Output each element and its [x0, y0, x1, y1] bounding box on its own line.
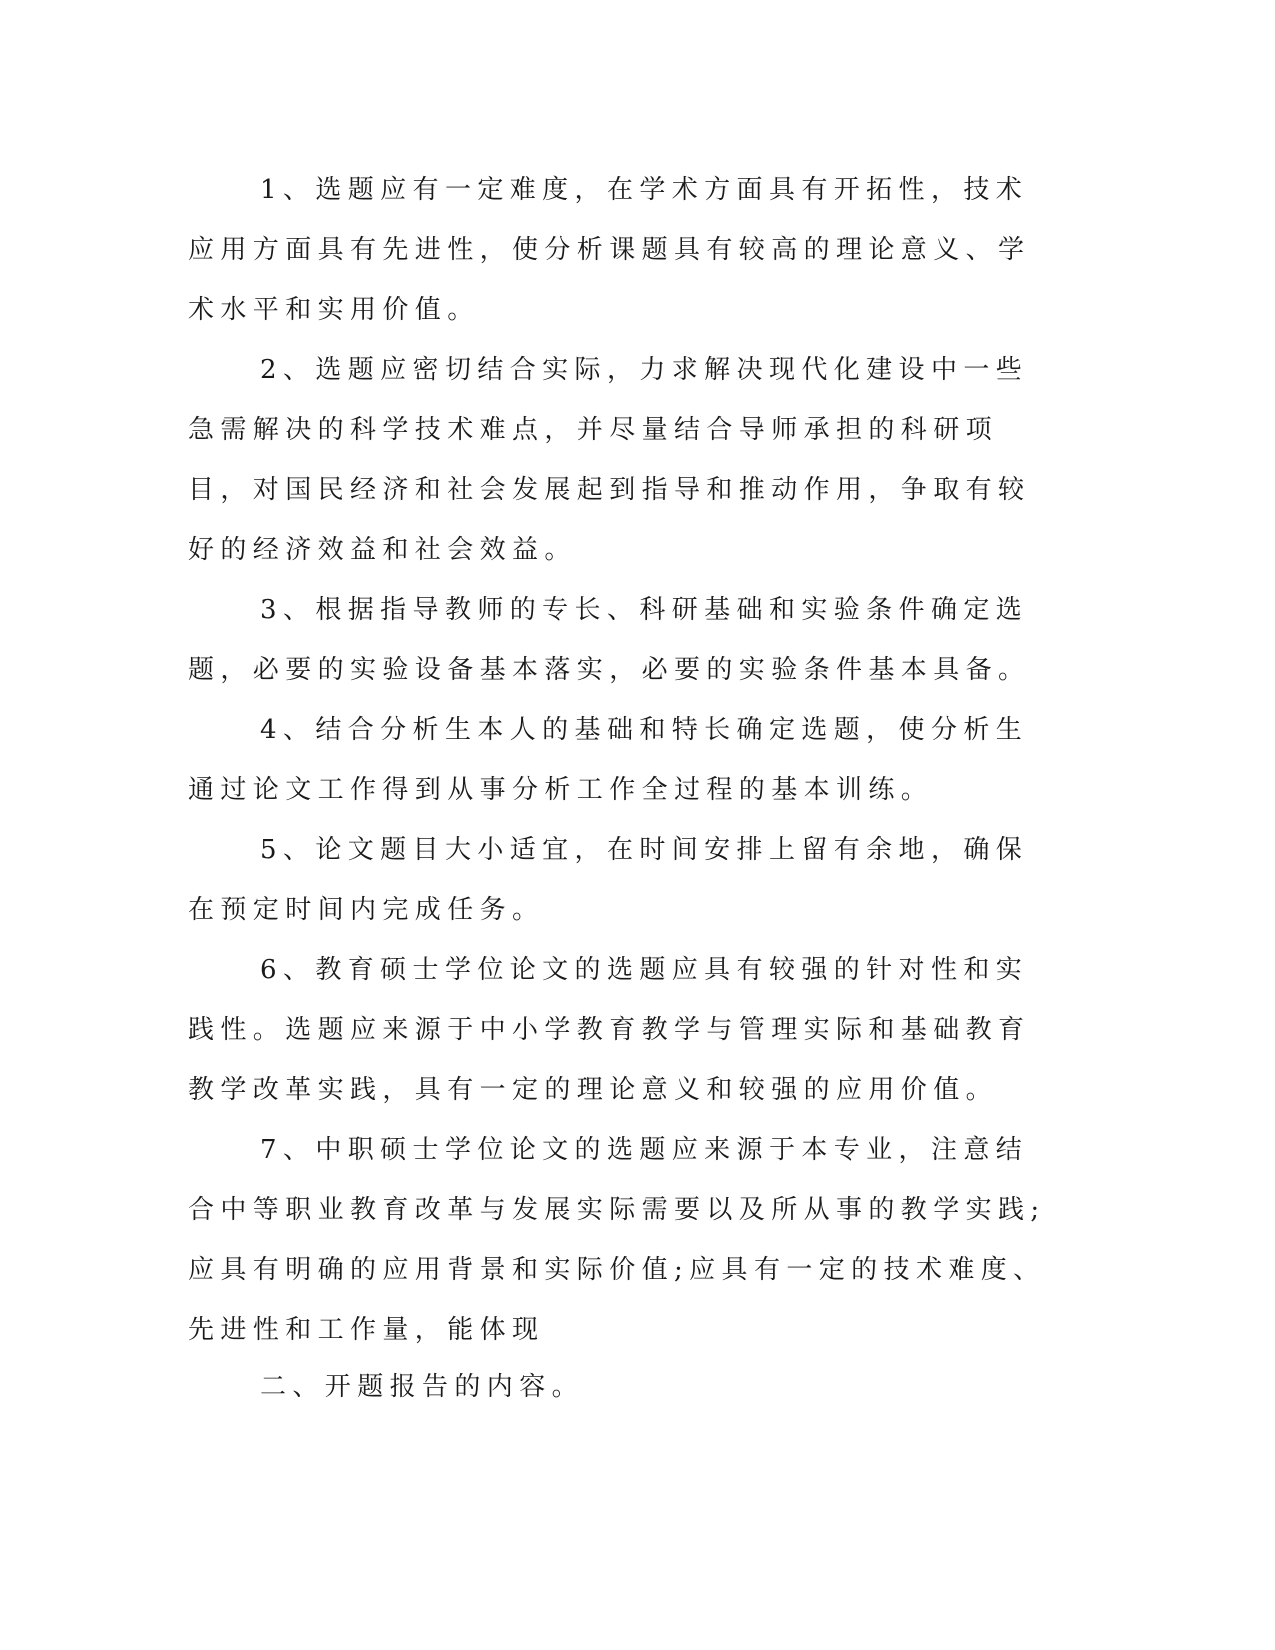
paragraph-5: 5、论文题目大小适宜，在时间安排上留有余地，确保在预定时间内完成任务。: [188, 835, 1029, 925]
section-heading: 二、开题报告的内容。: [260, 1372, 585, 1402]
paragraph-6: 6、教育硕士学位论文的选题应具有较强的针对性和实践性。选题应来源于中小学教育教学与管理实际和基础教育教学改革实践，具有一定的理论意义和较强的应用价值。: [188, 955, 1031, 1105]
paragraph-3: 3、根据指导教师的专长、科研基础和实验条件确定选题，必要的实验设备基本落实，必要的实验条件基本具备。: [188, 595, 1031, 685]
paragraph-1: 1、选题应有一定难度，在学术方面具有开拓性，技术应用方面具有先进性，使分析课题具有较高的理论意义、学术水平和实用价值。: [188, 175, 1031, 325]
paragraph-4: 4、结合分析生本人的基础和特长确定选题，使分析生通过论文工作得到从事分析工作全过程的基本训练。: [188, 715, 1029, 805]
document-body: [188, 160, 1058, 1414]
paragraph-7: 7、中职硕士学位论文的选题应来源于本专业，注意结合中等职业教育改革与发展实际需要以及所从事的教学实践;应具有明确的应用背景和实际价值;应具有一定的技术难度、先进性和工作量，能体现: [188, 1135, 1046, 1345]
paragraph-2: 2、选题应密切结合实际，力求解决现代化建设中一些急需解决的科学技术难点，并尽量结合导师承担的科研项目，对国民经济和社会发展起到指导和推动作用，争取有较好的经济效益和社会效益。: [188, 355, 1031, 565]
